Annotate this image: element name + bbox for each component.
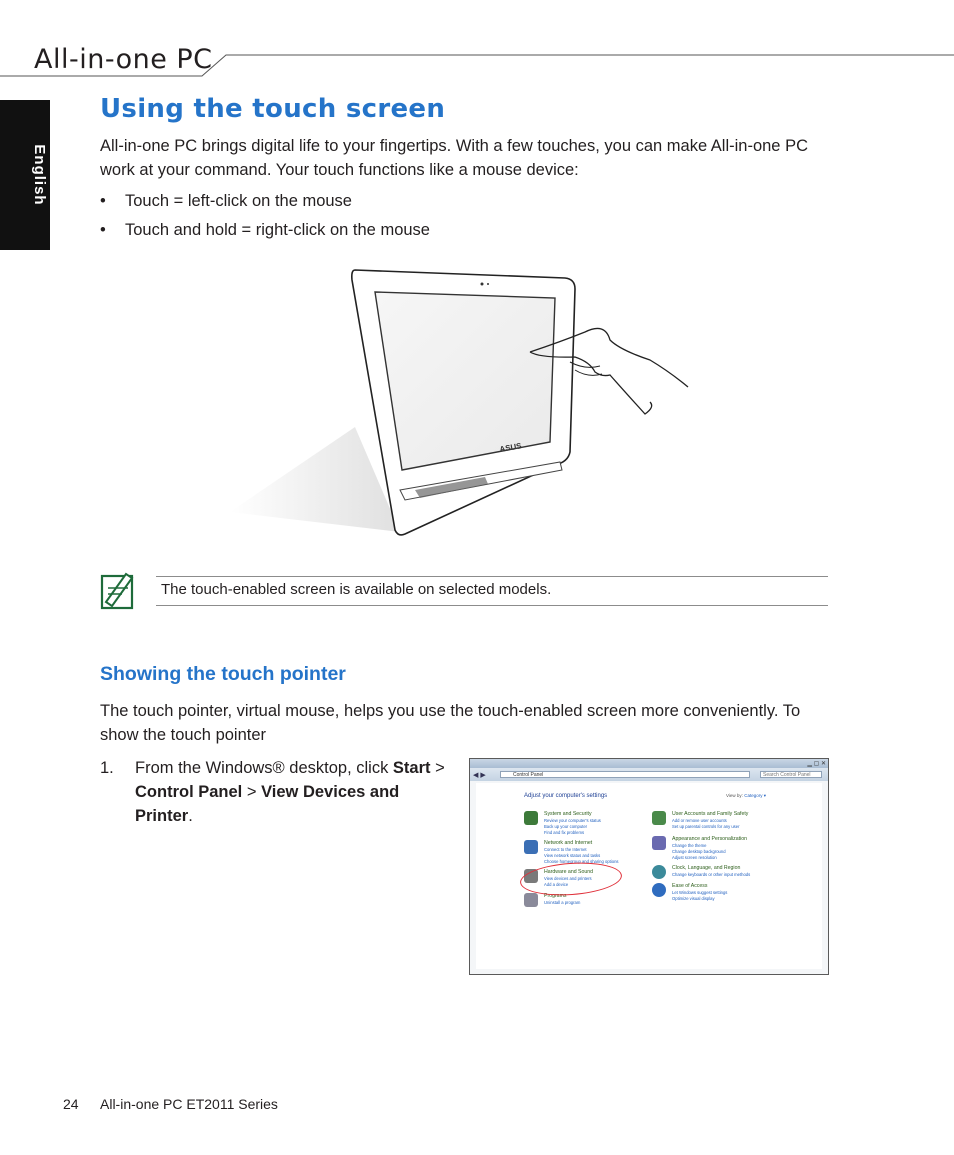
network-icon [524, 840, 538, 854]
control-panel-window [469, 758, 829, 975]
language-tab [0, 100, 50, 250]
search-input[interactable]: Search Control Panel [760, 771, 822, 778]
step-text: From the Windows® desktop, click Start > Control Panel > View Devices and Printer. [135, 759, 445, 825]
window-titlebar [470, 759, 828, 768]
control-panel-body: Adjust your computer's settings View by: Category ▾ System and Security Review your computer's status Back up your computer Find and fix problems Network and Internet Connect to the Internet View network status and tasks Choose homegroup and sharing options Hardware and Sound View devices and printers Add a device Programs Uninstall a program User Accounts and Family Safety Add or remove user accounts Set up parental controls for any user Appearance and Personalization Change the theme Change desktop background Adjust screen resolution Clock, Language, and Region Change keyboards or other input methods Ease of Access Let Windows suggest settings Optimize visual display [476, 783, 822, 969]
brand-title: All-in-one PC [34, 44, 213, 75]
globe-icon [652, 865, 666, 879]
bullet-text: Touch = left-click on the mouse [125, 192, 352, 210]
users-icon [652, 811, 666, 825]
footer-title: All-in-one PC ET2011 Series [100, 1096, 278, 1112]
intro-paragraph: All-in-one PC brings digital life to your fingertips. With a few touches, you can make All-in-one PC work at your command. Your touch functions like a mouse device: [100, 137, 808, 179]
note-text: The touch-enabled screen is available on selected models. [161, 581, 552, 598]
accessibility-icon [652, 883, 666, 897]
step-number: 1. [100, 759, 114, 777]
view-by-selector[interactable]: View by: Category ▾ [726, 793, 766, 798]
start-label: Start [392, 759, 431, 777]
note-pencil-icon [100, 568, 136, 612]
device-brand-logo: ASUS [498, 441, 523, 454]
note-box [156, 576, 828, 606]
programs-icon [524, 893, 538, 907]
section-title: Using the touch screen [100, 94, 446, 124]
shield-icon [524, 811, 538, 825]
view-devices-link[interactable]: View devices and printers [544, 876, 592, 881]
highlight-circle [519, 859, 623, 898]
control-panel-label: Control Panel [135, 783, 243, 801]
address-bar [470, 768, 828, 781]
control-panel-heading: Adjust your computer's settings [524, 793, 608, 799]
address-field[interactable]: Control Panel [500, 771, 750, 778]
back-forward-icon[interactable]: ◀ ▶ [473, 772, 486, 779]
language-tab-label: English [31, 144, 48, 206]
page-number: 24 [63, 1096, 79, 1112]
touch-pointer-paragraph: The touch pointer, virtual mouse, helps you use the touch-enabled screen more conveniently. To show the touch pointer [100, 702, 801, 744]
bullet-text: Touch and hold = right-click on the mouse [125, 221, 430, 239]
window-controls[interactable]: ▁ ▢ ✕ [807, 761, 826, 767]
subsection-title: Showing the touch pointer [100, 663, 346, 685]
appearance-icon [652, 836, 666, 850]
touch-screen-illustration [230, 262, 700, 542]
view-devices-label: View Devices and Printer [135, 783, 400, 825]
